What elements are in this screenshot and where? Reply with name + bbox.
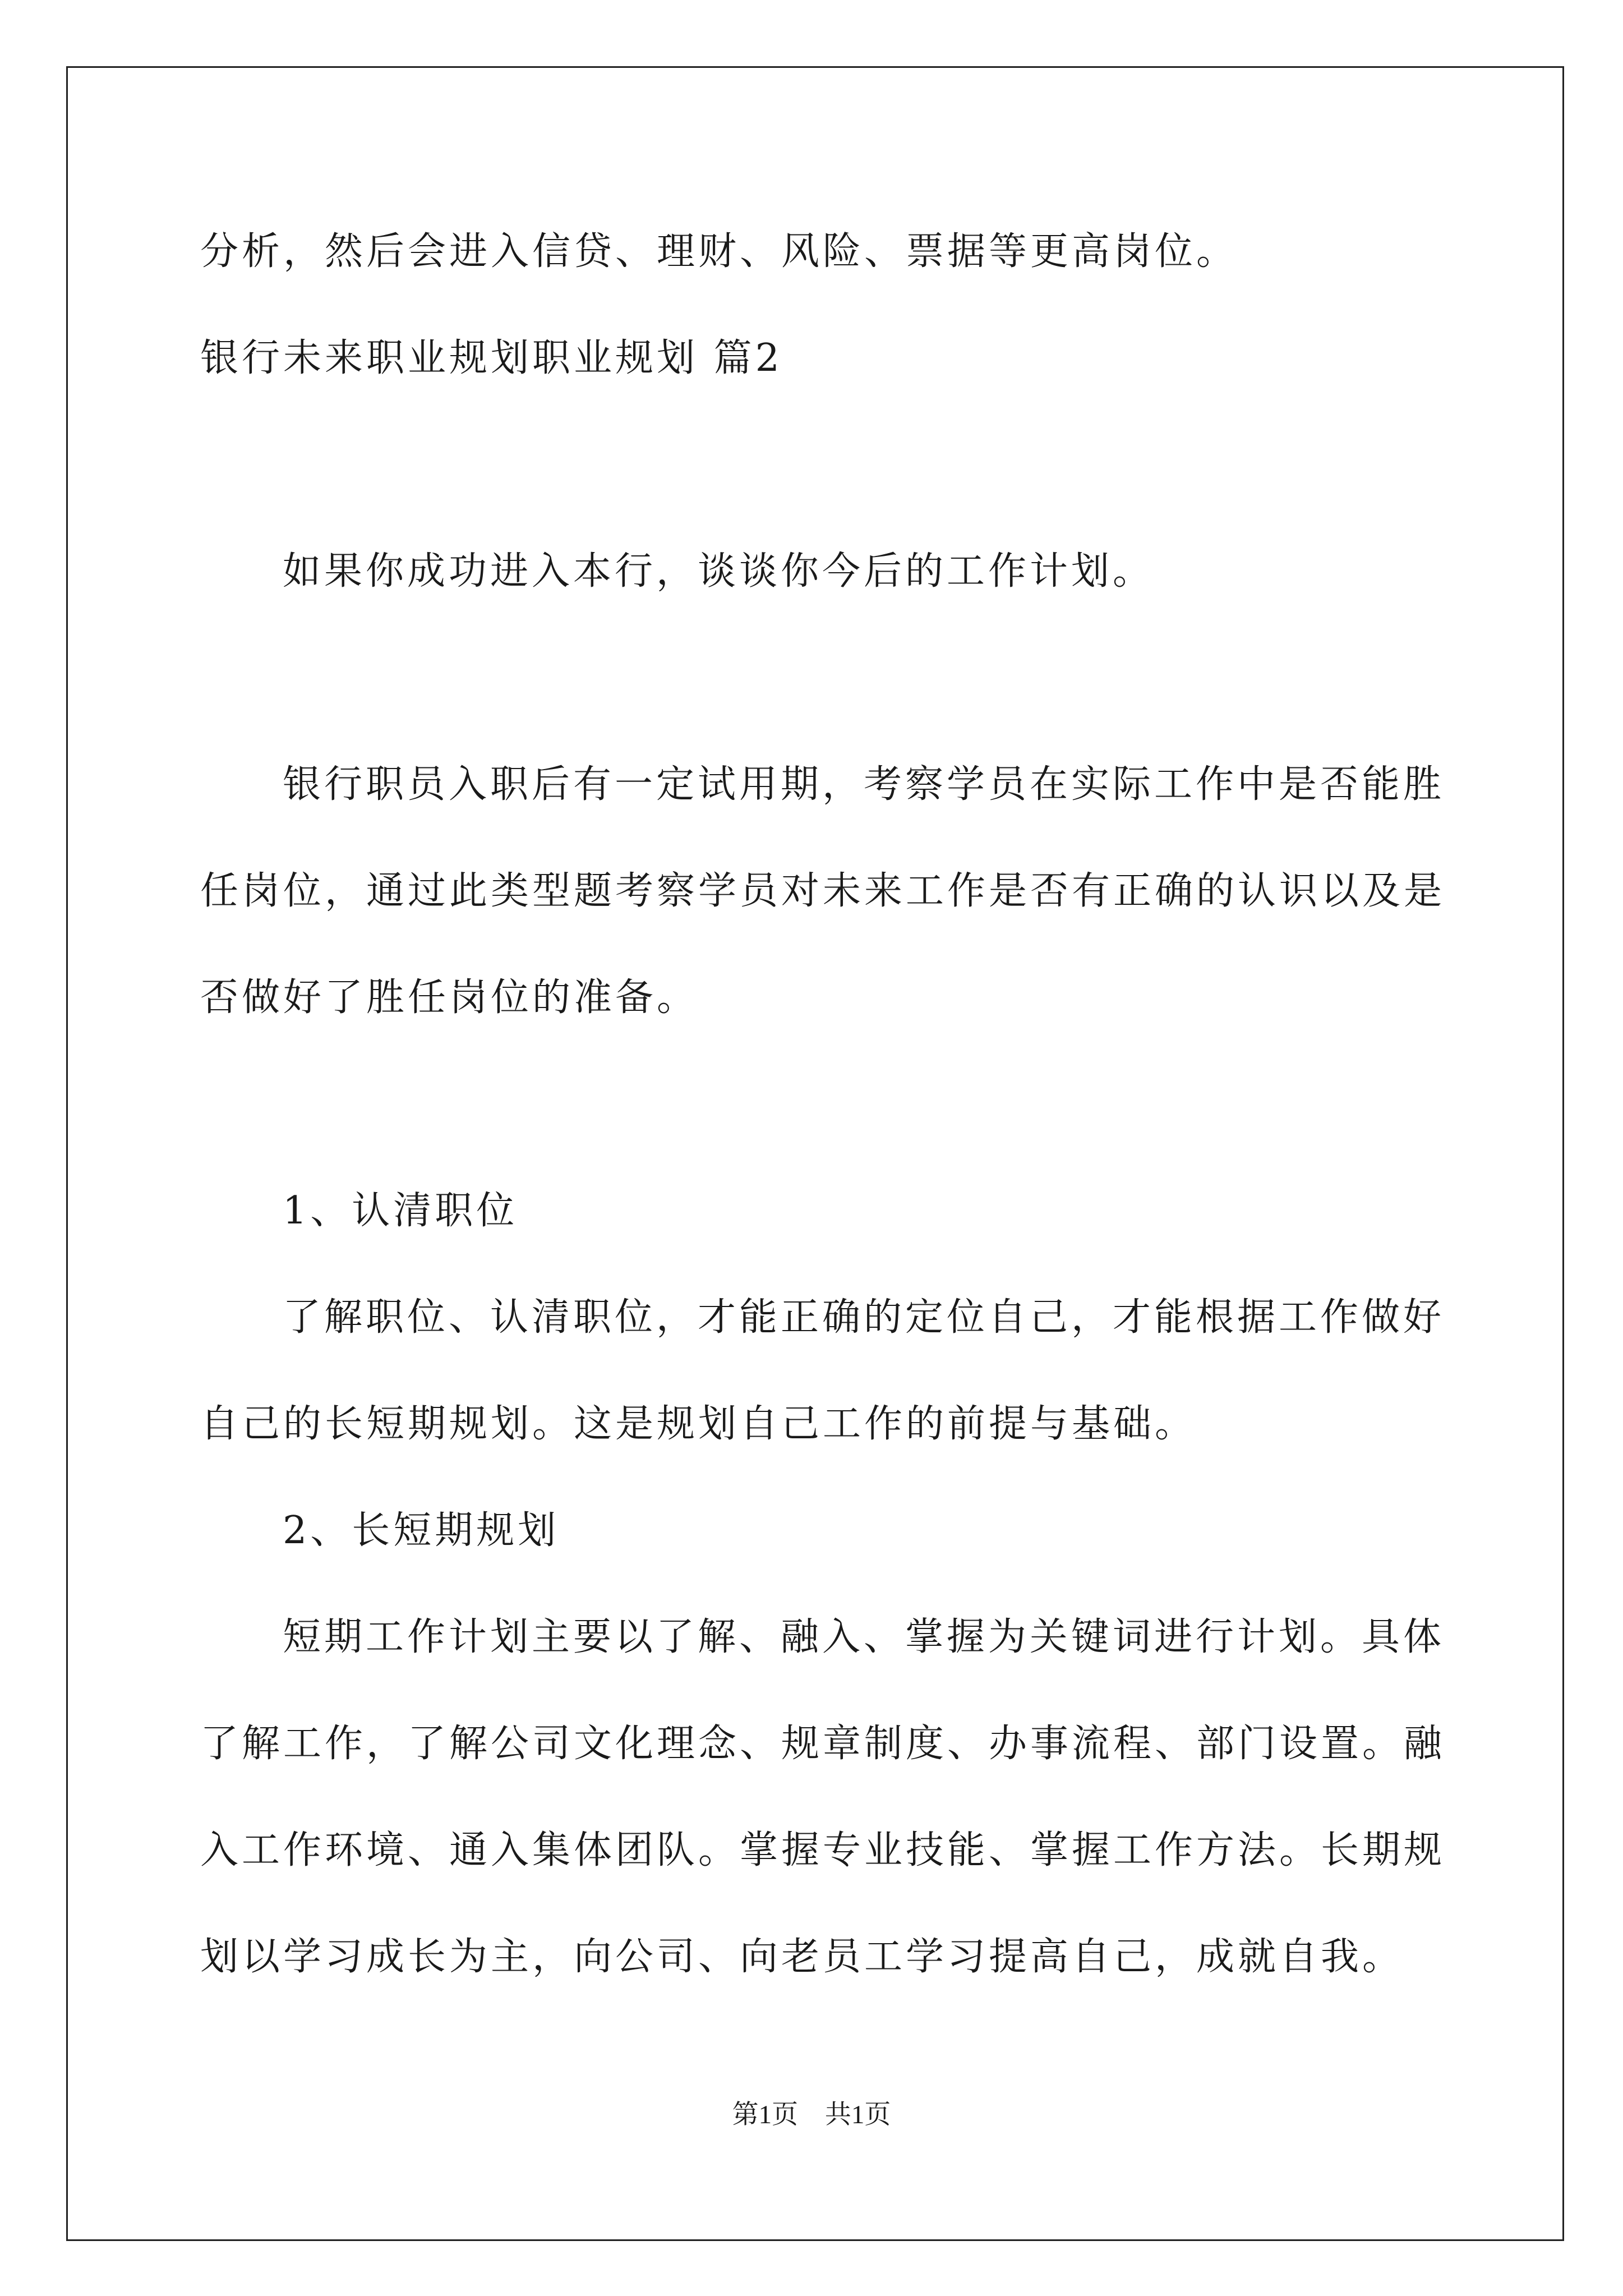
paragraph-line: 了解工作，了解公司文化理念、规章制度、办事流程、部门设置。融	[200, 1722, 1446, 1766]
paragraph-line: 了解职位、认清职位，才能正确的定位自己，才能根据工作做好	[283, 1295, 1445, 1340]
paragraph-line: 入工作环境、通入集体团队。掌握专业技能、掌握工作方法。长期规	[200, 1828, 1446, 1872]
paragraph-line: 分析，然后会进入信贷、理财、风险、票据等更高岗位。	[200, 229, 1238, 274]
page-number: 第1页	[732, 2100, 799, 2129]
question-line: 如果你成功进入本行，谈谈你今后的工作计划。	[283, 549, 1155, 593]
subheading-1: 1、认清职位	[283, 1189, 518, 1233]
section-heading: 银行未来职业规划职业规划 篇2	[200, 336, 783, 380]
page-total: 共1页	[824, 2100, 891, 2129]
paragraph-line: 短期工作计划主要以了解、融入、掌握为关键词进行计划。具体	[283, 1615, 1445, 1659]
paragraph-line: 自己的长短期规划。这是规划自己工作的前提与基础。	[200, 1402, 1197, 1446]
paragraph-line: 银行职员入职后有一定试用期，考察学员在实际工作中是否能胜	[283, 762, 1445, 807]
subheading-2: 2、长短期规划	[283, 1508, 560, 1553]
paragraph-line: 划以学习成长为主，向公司、向老员工学习提高自己，成就自我。	[200, 1935, 1404, 1979]
paragraph-line: 任岗位，通过此类型题考察学员对未来工作是否有正确的认识以及是	[200, 869, 1446, 913]
page-footer	[0, 2102, 1623, 2128]
page-border	[66, 66, 1564, 2241]
paragraph-line: 否做好了胜任岗位的准备。	[200, 976, 699, 1020]
